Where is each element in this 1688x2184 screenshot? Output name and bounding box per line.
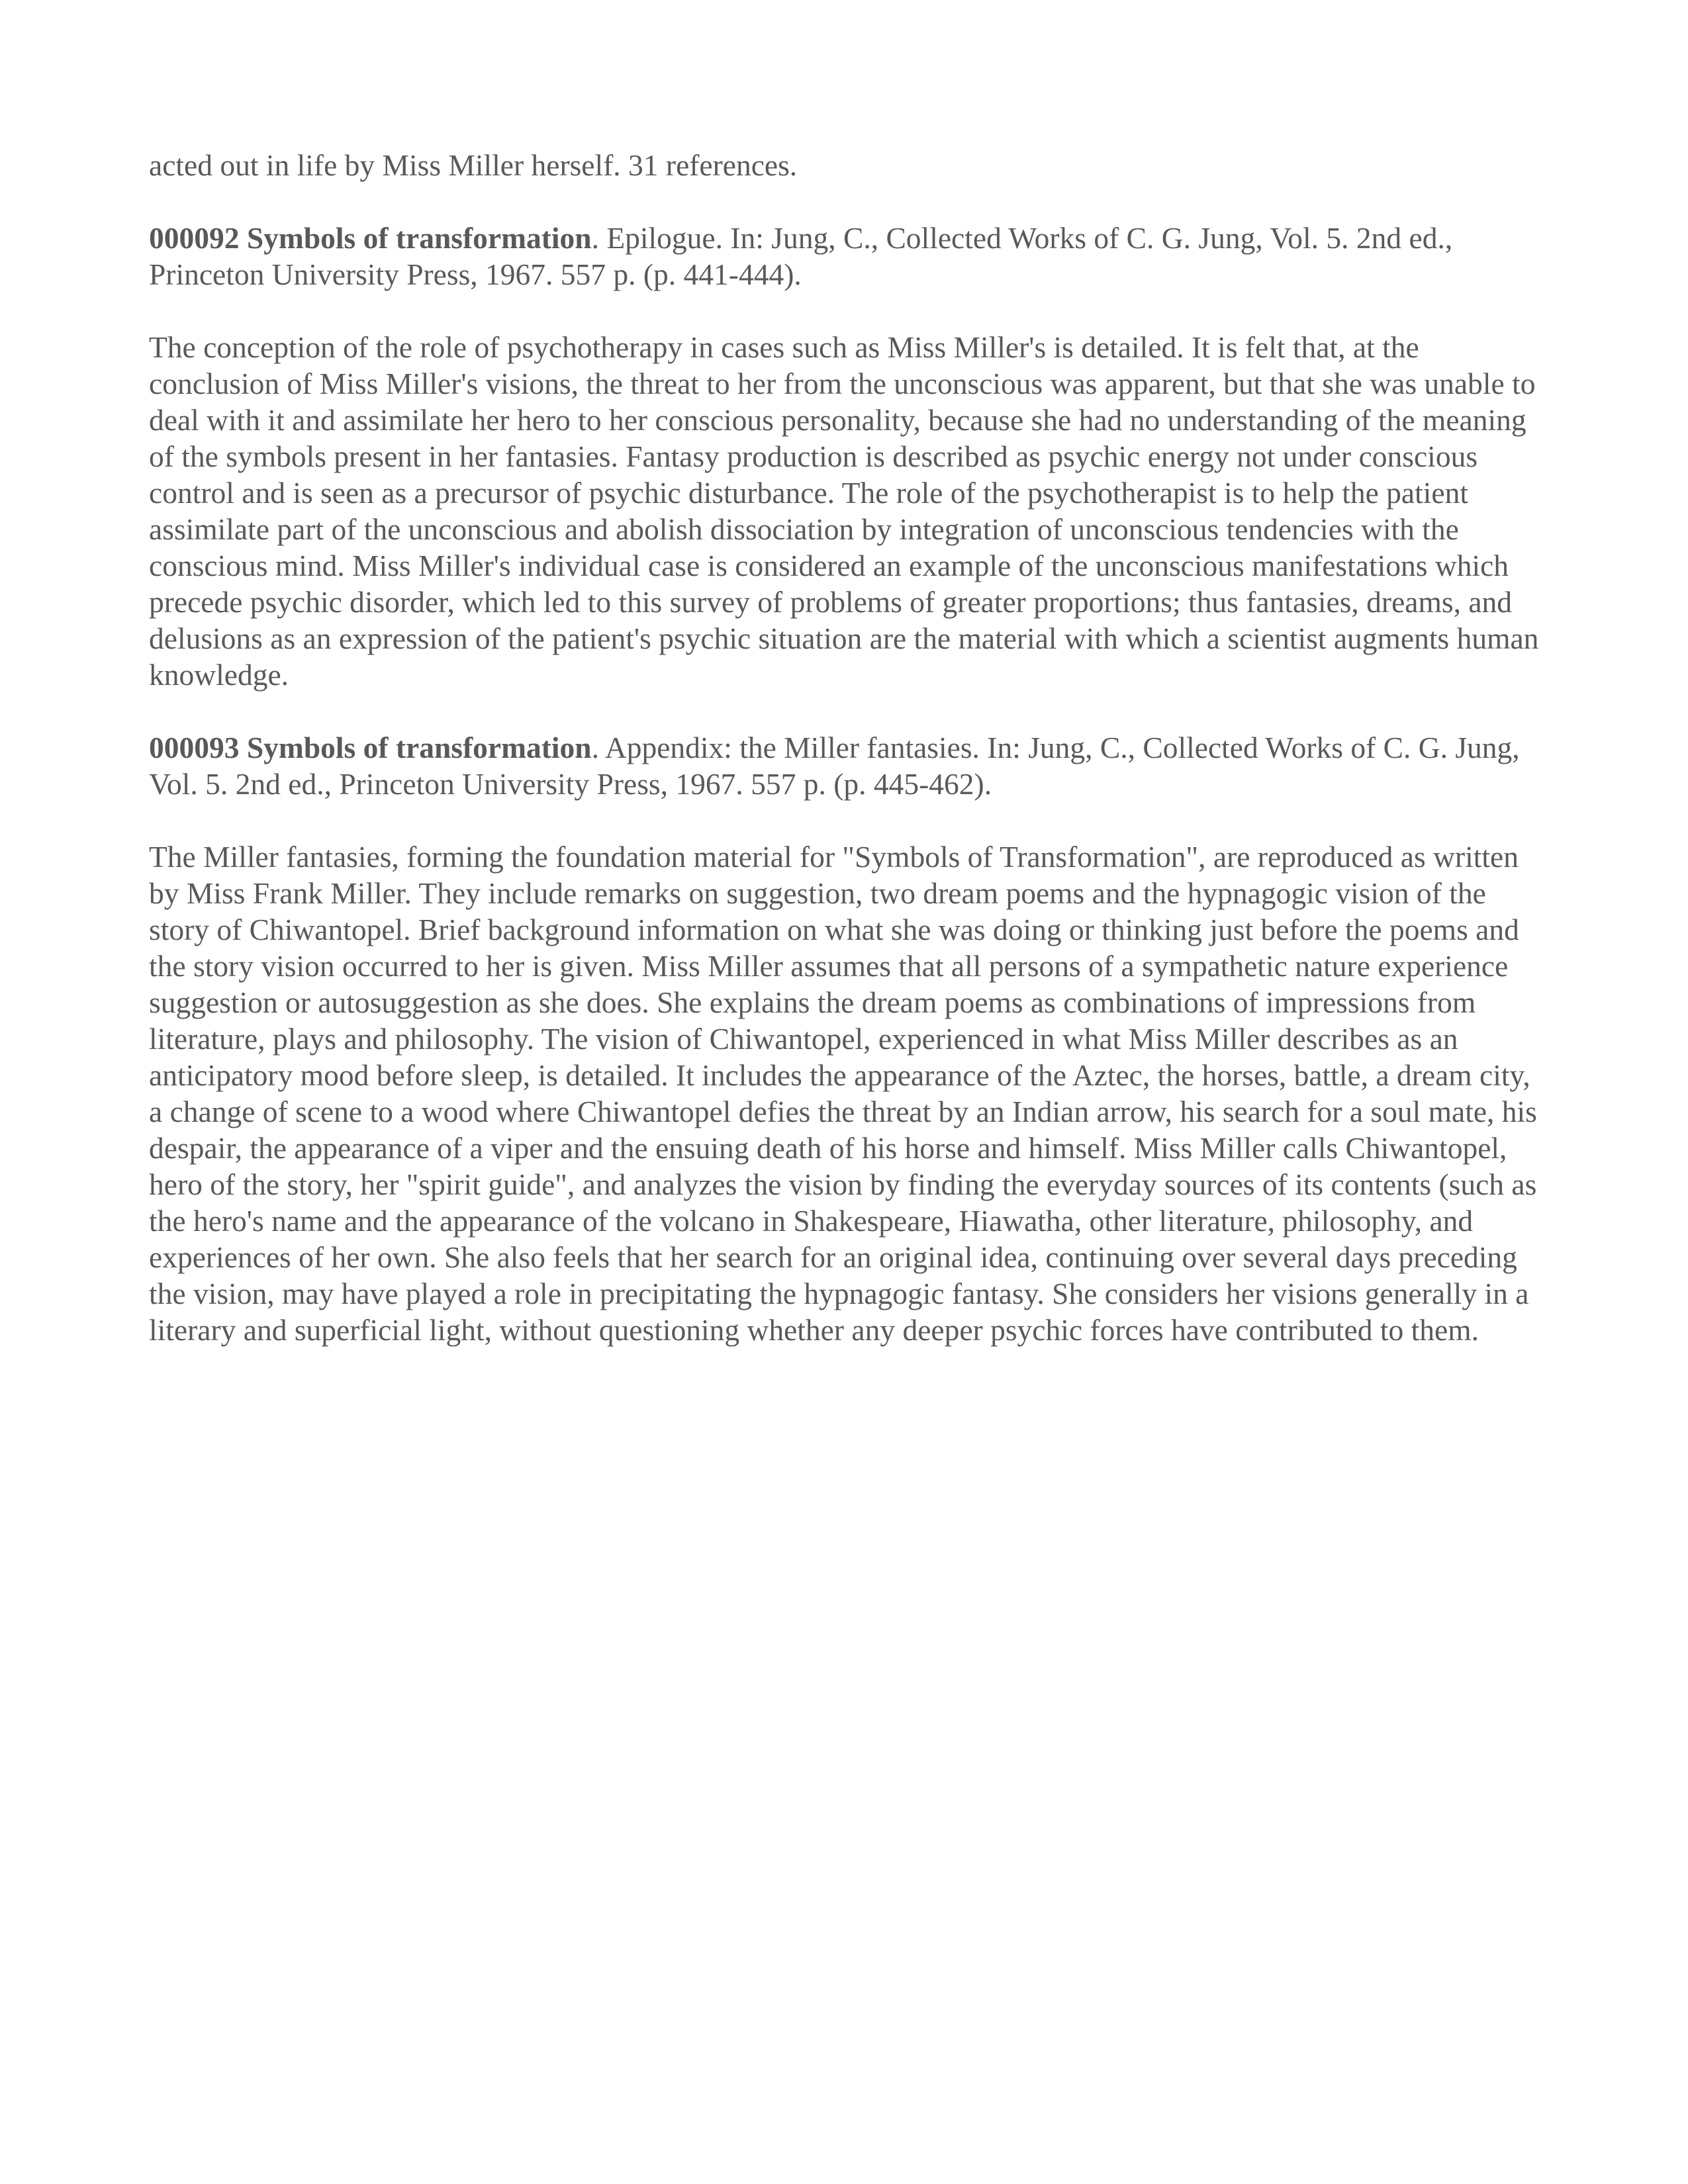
entry-citation: . Appendix: the Miller fantasies. In: Jung, C., Collected Works of C. G. Jung, Vol. 5. 2nd ed., Princeton University Press, 1967. 557 p. (p. 445-462). xyxy=(149,731,1520,801)
entry-abstract-000092: The conception of the role of psychotherapy in cases such as Miss Miller's is detailed. It is felt that, at the conclusion of Miss Miller's visions, the threat to her from the unconscious was apparent, but that she was unable to deal with it and assimilate her hero to her conscious personality, because she had no understanding of the meaning of the symbols present in her fantasies. Fantasy production is described as psychic energy not under conscious control and is seen as a precursor of psychic disturbance. The role of the psychotherapist is to help the patient assimilate part of the unconscious and abolish dissociation by integration of unconscious tendencies with the conscious mind. Miss Miller's individual case is considered an example of the unconscious manifestations which precede psychic disorder, which led to this survey of problems of greater proportions; thus fantasies, dreams, and delusions as an expression of the patient's psychic situation are the material with which a scientist augments human knowledge. xyxy=(149,330,1539,692)
continuation-text: acted out in life by Miss Miller herself. 31 references. xyxy=(149,148,798,182)
entry-title-000093 xyxy=(149,731,592,764)
entry-id: 000092 xyxy=(149,221,240,255)
entry-id: 000093 xyxy=(149,731,240,764)
entry-title: Symbols of transformation xyxy=(246,221,592,255)
entry-abstract-000093: The Miller fantasies, forming the foundation material for "Symbols of Transformation", are reproduced as written by Miss Frank Miller. They include remarks on suggestion, two dream poems and the hypnagogic vision of the story of Chiwantopel. Brief background information on what she was doing or thinking just before the poems and the story vision occurred to her is given. Miss Miller assumes that all persons of a sympathetic nature experience suggestion or autosuggestion as she does. She explains the dream poems as combinations of impressions from literature, plays and philosophy. The vision of Chiwantopel, experienced in what Miss Miller describes as an anticipatory mood before sleep, is detailed. It includes the appearance of the Aztec, the horses, battle, a dream city, a change of scene to a wood where Chiwantopel defies the threat by an Indian arrow, his search for a soul mate, his despair, the appearance of a viper and the ensuing death of his horse and himself. Miss Miller calls Chiwantopel, hero of the story, her "spirit guide", and analyzes the vision by finding the everyday sources of its contents (such as the hero's name and the appearance of the volcano in Shakespeare, Hiawatha, other literature, philosophy, and experiences of her own. She also feels that her search for an original idea, continuing over several days preceding the vision, may have played a role in precipitating the hypnagogic fantasy. She considers her visions generally in a literary and superficial light, without questioning whether any deeper psychic forces have contributed to them. xyxy=(149,840,1537,1347)
entry-citation: . Epilogue. In: Jung, C., Collected Works of C. G. Jung, Vol. 5. 2nd ed., Princeton University Press, 1967. 557 p. (p. 441-444). xyxy=(149,221,1453,291)
entry-heading-000093 xyxy=(149,729,1546,802)
entry-heading-000092 xyxy=(149,220,1546,293)
document-page xyxy=(149,147,1546,1385)
entry-title-000092 xyxy=(149,221,592,255)
entry-title: Symbols of transformation xyxy=(246,731,592,764)
